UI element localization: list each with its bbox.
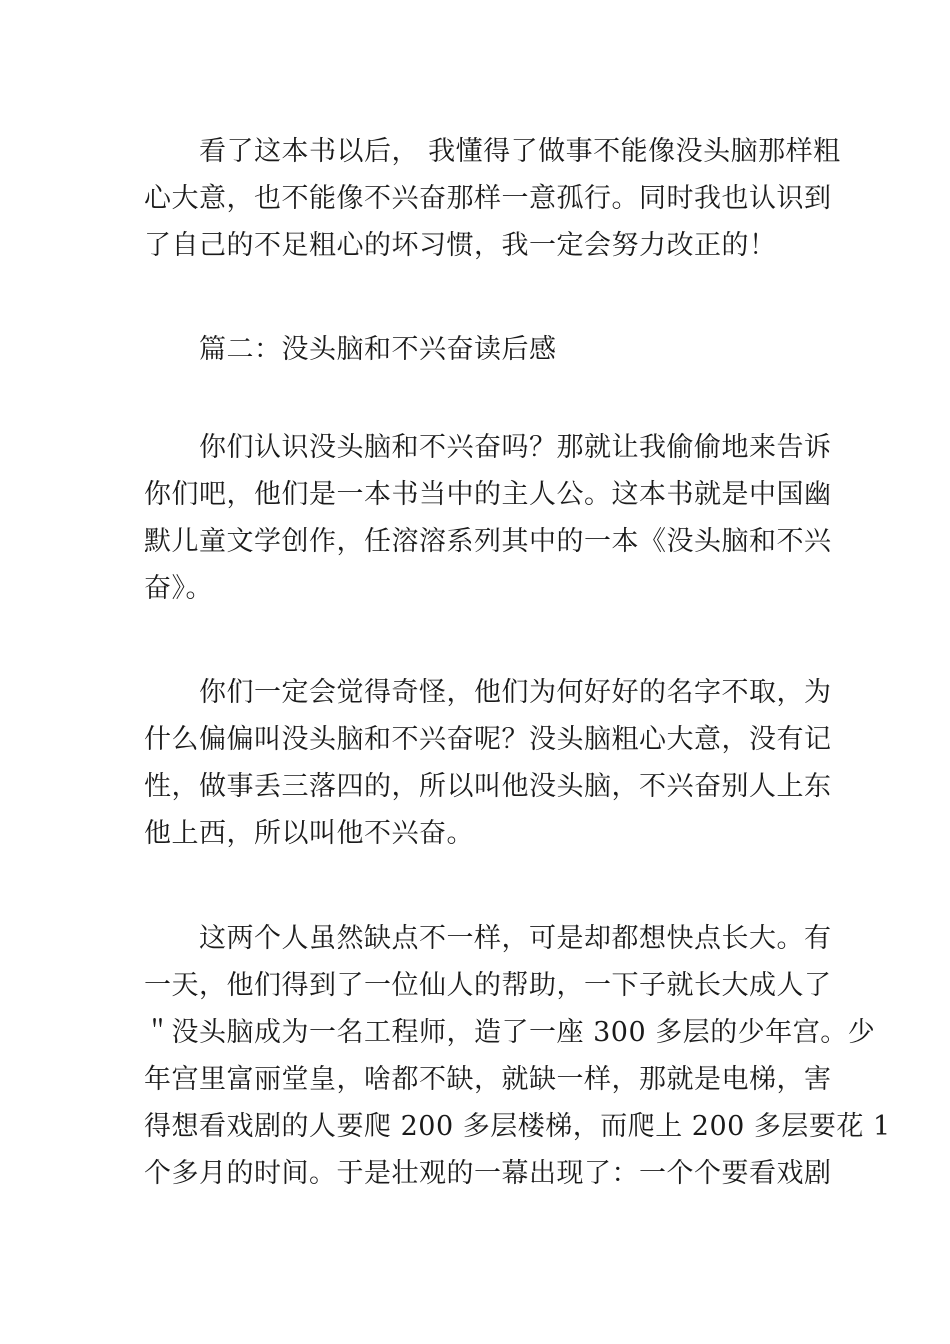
text-line: 了自己的不足粗心的坏习惯，我一定会努力改正的！ xyxy=(144,230,777,261)
text-line: 心大意，也不能像不兴奋那样一意孤行。同时我也认识到 xyxy=(144,183,832,214)
text-line: ＂没头脑成为一名工程师，造了一座 300 多层的少年宫。少 xyxy=(144,1017,876,1048)
paragraph-conclusion xyxy=(144,128,841,269)
text-line: 你们一定会觉得奇怪，他们为何好好的名字不取，为 xyxy=(199,677,832,708)
text-line: 你们吧，他们是一本书当中的主人公。这本书就是中国幽 xyxy=(144,479,832,510)
text-line: 这两个人虽然缺点不一样，可是却都想快点长大。有 xyxy=(199,923,832,954)
text-line: 奋》。 xyxy=(144,573,213,604)
paragraph-names xyxy=(144,669,832,857)
text-line: 年宫里富丽堂皇，啥都不缺，就缺一样，那就是电梯，害 xyxy=(144,1064,832,1095)
paragraph-intro xyxy=(144,424,832,612)
text-line: 看了这本书以后， 我懂得了做事不能像没头脑那样粗 xyxy=(199,136,841,167)
text-line: 他上西，所以叫他不兴奋。 xyxy=(144,818,474,849)
text-line: 默儿童文学创作，任溶溶系列其中的一本《没头脑和不兴 xyxy=(144,526,832,557)
paragraph-story xyxy=(144,915,891,1197)
heading-text: 篇二：没头脑和不兴奋读后感 xyxy=(199,334,557,365)
text-line: 一天，他们得到了一位仙人的帮助，一下子就长大成人了 xyxy=(144,970,832,1001)
text-line: 性，做事丢三落四的，所以叫他没头脑，不兴奋别人上东 xyxy=(144,771,832,802)
section-heading xyxy=(144,326,816,373)
text-line: 什么偏偏叫没头脑和不兴奋呢？没头脑粗心大意，没有记 xyxy=(144,724,832,755)
text-line: 你们认识没头脑和不兴奋吗？那就让我偷偷地来告诉 xyxy=(199,432,832,463)
text-line: 个多月的时间。于是壮观的一幕出现了：一个个要看戏剧 xyxy=(144,1158,832,1189)
text-line: 得想看戏剧的人要爬 200 多层楼梯，而爬上 200 多层要花 1 xyxy=(144,1111,891,1142)
